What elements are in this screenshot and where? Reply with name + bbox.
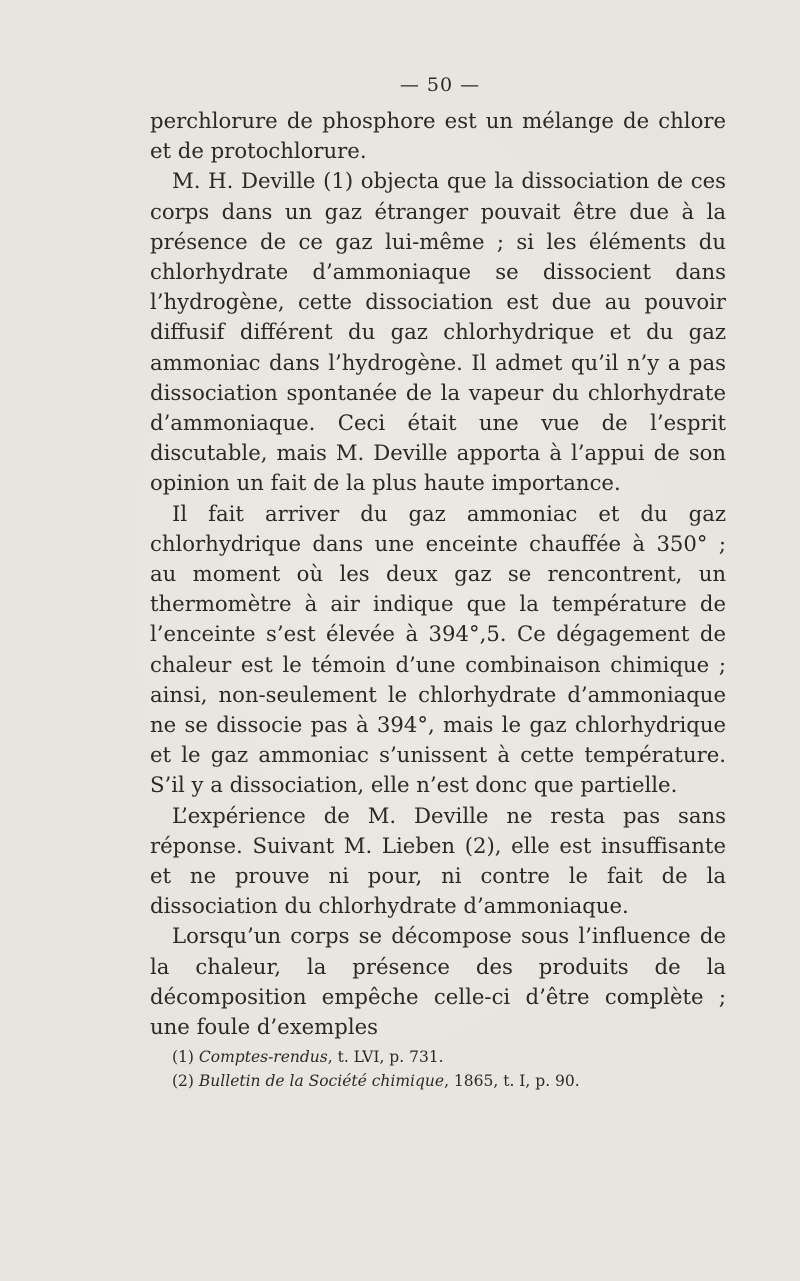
footnote <box>172 1069 732 1093</box>
footnote-source-title: Comptes-rendus <box>198 1048 328 1066</box>
footnote <box>172 1045 732 1069</box>
paragraph: M. H. Deville (1) objecta que la dissociation de ces corps dans un gaz étranger pouvait être due à la présence de ce gaz lui-même ; si les éléments du chlorhydrate d’ammoniaque se dissocient dans l’hydrogène, cette dissociation est due au pouvoir diffusif différent du gaz chlorhydrique et du gaz ammoniac dans l’hydrogène. Il admet qu’il n’y a pas dissociation spontanée de la vapeur du chlorhydrate d’ammoniaque. Ceci était une vue de l’esprit discutable, mais M. Deville apporta à l’appui de son opinion un fait de la plus haute importance. <box>150 168 726 496</box>
footnotes <box>172 1045 732 1093</box>
paragraph: Lorsqu’un corps se décompose sous l’influence de la chaleur, la présence des produits de la décomposition empêche celle-ci d’être complète ; une foule d’exemples <box>150 923 726 1040</box>
paragraph: L’expérience de M. Deville ne resta pas sans réponse. Suivant M. Lieben (2), elle est insuffisante et ne prouve ni pour, ni contre le fait de la dissociation du chlorhydrate d’ammoniaque. <box>150 802 726 919</box>
footnote-reference: , 1865, t. I, p. 90. <box>444 1072 580 1090</box>
footnote-marker: (2) <box>172 1072 194 1090</box>
paragraph: perchlorure de phosphore est un mélange de chlore et de protochlorure. <box>150 108 726 164</box>
page-number: — 50 — <box>399 74 481 96</box>
footnote-marker: (1) <box>172 1048 194 1066</box>
paragraph: Il fait arriver du gaz ammoniac et du gaz chlorhydrique dans une enceinte chauffée à 350° ; au moment où les deux gaz se rencontrent, un thermomètre à air indique que la température de l’enceinte s’est élevée à 394°,5. Ce dégagement de chaleur est le témoin d’une combinaison chimique ; ainsi, non-seulement le chlorhydrate d’ammoniaque ne se dissocie pas à 394°, mais le gaz chlorhydrique et le gaz ammoniac s’unissent à cette température. S’il y a dissociation, elle n’est donc que partielle. <box>150 500 726 798</box>
footnote-source-title: Bulletin de la Société chimique <box>198 1072 445 1090</box>
footnote-reference: , t. LVI, p. 731. <box>327 1048 444 1066</box>
body-text <box>150 106 726 1042</box>
